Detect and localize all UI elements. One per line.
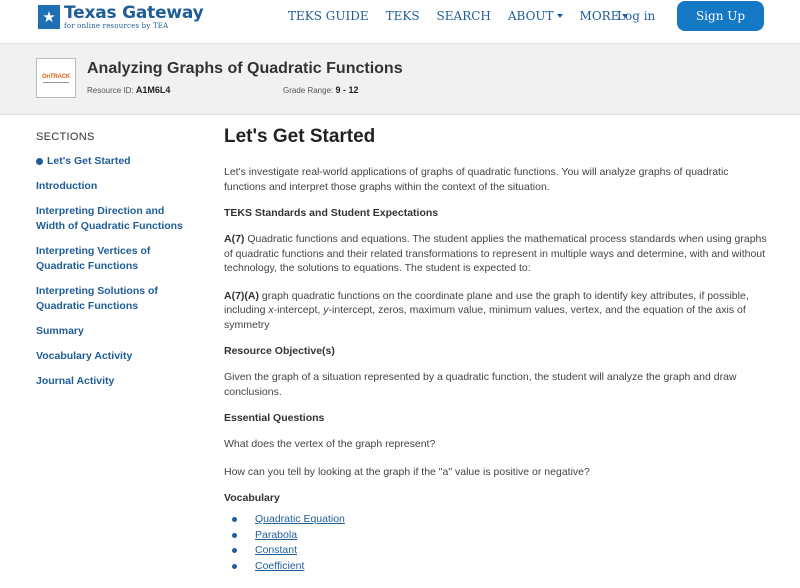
nav-search[interactable] <box>437 9 491 23</box>
objective-heading: Resource Objective(s) <box>224 345 335 357</box>
vocabulary-list <box>224 512 769 574</box>
resource-id-value: A1M6L4 <box>135 85 171 95</box>
teks-a7a-text: graph quadratic functions on the coordinate plane and use the graph to identify key attributes, if possible, including <box>224 289 749 316</box>
teks-a7-code: A(7) <box>224 233 245 245</box>
logo-subtitle: for online resources by TEA <box>64 22 169 30</box>
teks-a7a-text: -intercept, <box>273 304 324 316</box>
section-interpreting-vertices[interactable]: Interpreting Vertices of Quadratic Functions <box>36 245 151 272</box>
texas-gateway-logo[interactable] <box>38 2 204 32</box>
nav-teks[interactable] <box>386 9 420 23</box>
ontrack-logo-text: OnTRACK <box>42 73 70 80</box>
nav-about[interactable] <box>508 9 563 23</box>
resource-id-label: Resource ID: <box>87 86 134 95</box>
teks-a7a-code: A(7)(A) <box>224 289 259 302</box>
vocab-link-quadratic-equation[interactable]: Quadratic Equation <box>255 513 345 525</box>
page-title: Let's Get Started <box>224 126 376 147</box>
essential-question: How can you tell by looking at the graph if the "a" value is positive or negative? <box>224 465 590 478</box>
list-item <box>224 559 769 575</box>
resource-title: Analyzing Graphs of Quadratic Functions <box>87 60 403 77</box>
grade-range-value: 9 - 12 <box>335 85 359 95</box>
section-interpreting-direction[interactable]: Interpreting Direction and Width of Quadratic Functions <box>36 205 183 232</box>
signup-button[interactable]: Sign Up <box>677 1 764 31</box>
list-item <box>224 512 769 528</box>
nav-teks-guide[interactable] <box>288 9 369 23</box>
section-summary[interactable]: Summary <box>36 325 84 337</box>
nav-label: SEARCH <box>436 9 491 23</box>
section-vocabulary-activity[interactable]: Vocabulary Activity <box>36 350 133 362</box>
vocab-link-coefficient[interactable]: Coefficient <box>255 559 305 572</box>
essential-question: What does the vertex of the graph represent? <box>224 438 436 450</box>
resource-header <box>0 44 800 115</box>
essential-questions-heading: Essential Questions <box>224 412 325 424</box>
grade-range-label: Grade Range: <box>283 86 334 95</box>
logo-divider <box>43 82 69 83</box>
intro-paragraph: Let's investigate real-world applications of graphs of quadratic functions. You will analyze graphs of quadratic functions and interpret those graphs within the context of the situation. <box>224 166 729 193</box>
sections-sidebar <box>36 131 196 389</box>
logo-text <box>64 4 204 30</box>
section-introduction[interactable]: Introduction <box>36 180 98 192</box>
star-icon: ★ <box>38 5 60 29</box>
vocabulary-heading: Vocabulary <box>224 492 280 504</box>
login-link[interactable]: Log in <box>617 9 656 23</box>
nav-label: ABOUT <box>507 9 554 23</box>
nav-label: TEKS GUIDE <box>288 9 369 23</box>
main-nav-links <box>288 9 645 23</box>
top-navigation-bar <box>0 0 800 44</box>
y-variable: y <box>323 304 329 316</box>
resource-id <box>87 85 170 95</box>
objective-paragraph: Given the graph of a situation represented by a quadratic function, the student will analyze the graph and draw conclusions. <box>224 371 737 398</box>
teks-heading: TEKS Standards and Student Expectations <box>224 207 439 219</box>
list-item <box>224 543 769 559</box>
teks-a7-text: Quadratic functions and equations. The student applies the mathematical process standards when using graphs of quadratic functions and their related transformations to represent in multiple ways and determine, with and without technology, the solutions to equations. The student is expected to: <box>224 233 767 274</box>
list-item <box>224 528 769 544</box>
teks-a7a-text: -intercept, zeros, maximum value, minimum values, vertex, and the equation of the axis of symmetry <box>224 304 746 331</box>
teks-a7-paragraph <box>224 232 769 276</box>
section-interpreting-solutions[interactable]: Interpreting Solutions of Quadratic Functions <box>36 285 158 312</box>
nav-label: MORE <box>579 9 620 23</box>
chevron-down-icon <box>557 14 563 18</box>
x-variable: x <box>268 304 274 316</box>
section-journal-activity[interactable]: Journal Activity <box>36 375 115 387</box>
vocab-link-parabola[interactable]: Parabola <box>255 528 298 541</box>
nav-label: TEKS <box>385 9 420 23</box>
grade-range <box>283 85 359 95</box>
vocab-link-constant[interactable]: Constant <box>255 544 298 556</box>
logo-title: Texas Gateway <box>64 3 204 23</box>
main-content <box>224 126 769 574</box>
sections-heading: SECTIONS <box>36 131 95 143</box>
section-lets-get-started[interactable]: Let's Get Started <box>36 154 196 169</box>
teks-a7a-paragraph <box>224 289 769 333</box>
ontrack-logo <box>36 58 76 98</box>
